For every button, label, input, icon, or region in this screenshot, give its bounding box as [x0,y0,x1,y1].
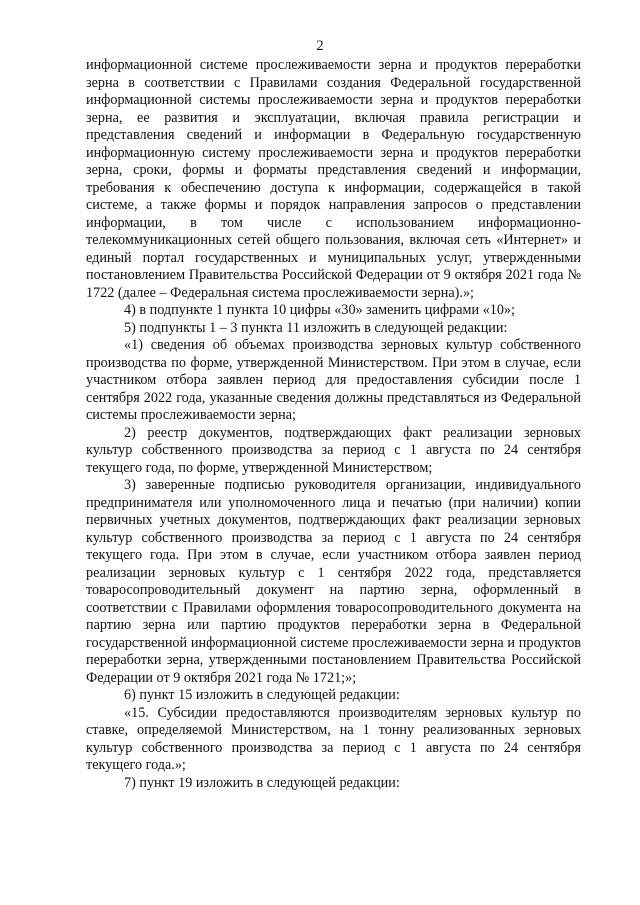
paragraph-item-6: 6) пункт 15 изложить в следующей редакции: [124,687,400,703]
document-body [86,57,581,792]
page-number: 2 [316,38,324,54]
paragraph-item-7: 7) пункт 19 изложить в следующей редакции: [124,774,400,791]
paragraph-item-4: 4) в подпункте 1 пункта 10 цифры «30» заменить цифрами «10»; [124,302,515,318]
paragraph-point-15: «15. Субсидии предоставляются производителям зерновых культур по ставке, определяемой Министерством, на 1 тонну реализованных зерновых культур собственного производства за период с 1 августа по 24 сентября текущего года.»; [86,704,581,773]
paragraph-subitem-3: 3) заверенные подписью руководителя организации, индивидуального предпринимателя или уполномоченного лица и печатью (при наличии) копии первичных учетных документов, подтверждающих факт реализации зерновых культур собственного производства за период с 1 августа по 24 сентября текущего года. При этом в случае, если участником отбора заявлен период реализации зерновых культур с 1 сентября 2022 года, представляется товаросопроводительный документ на партию зерна, оформленный в соответствии с Правилами оформления товаросопроводительного документа на партию зерна или партию продуктов переработки зерна в Федеральной государственной информационной системе прослеживаемости зерна и продуктов переработки зерна, утвержденными постановлением Правительства Российской Федерации от 9 октября 2021 года № 1721;»; [86,477,581,686]
paragraph-subitem-2: 2) реестр документов, подтверждающих факт реализации зерновых культур собственного производства за период с 1 августа по 24 сентября текущего года, по форме, утвержденной Министерством; [86,424,581,476]
paragraph-continuation: информационной системе прослеживаемости зерна и продуктов переработки зерна в соответствии с Правилами создания Федеральной государственной информационной системы прослеживаемости зерна и продуктов переработки зерна, ее развития и эксплуатации, включая правила регистрации и представления сведений и информации в Федеральную государственную информационную систему прослеживаемости зерна и продуктов переработки зерна, сроки, формы и форматы представления сведений и информации, требования к обеспечению доступа к информации, содержащейся в такой системе, а также формы и порядок направления запросов о представлении информации, в том числе с использованием информационно-телекоммуникационных сетей общего пользования, включая сеть «Интернет» и единый портал государственных и муниципальных услуг, утвержденными постановлением Правительства Российской Федерации от 9 октября 2021 года № 1722 (далее – Федеральная система прослеживаемости зерна).»; [86,57,581,301]
paragraph-subitem-1: «1) сведения об объемах производства зерновых культур собственного производства по форме, утвержденной Министерством. При этом в случае, если участником отбора заявлен период для предоставления субсидии после 1 сентября 2022 года, указанные сведения должны представляться из Федеральной системы прослеживаемости зерна; [86,337,581,423]
paragraph-item-5: 5) подпункты 1 – 3 пункта 11 изложить в следующей редакции: [124,319,508,336]
